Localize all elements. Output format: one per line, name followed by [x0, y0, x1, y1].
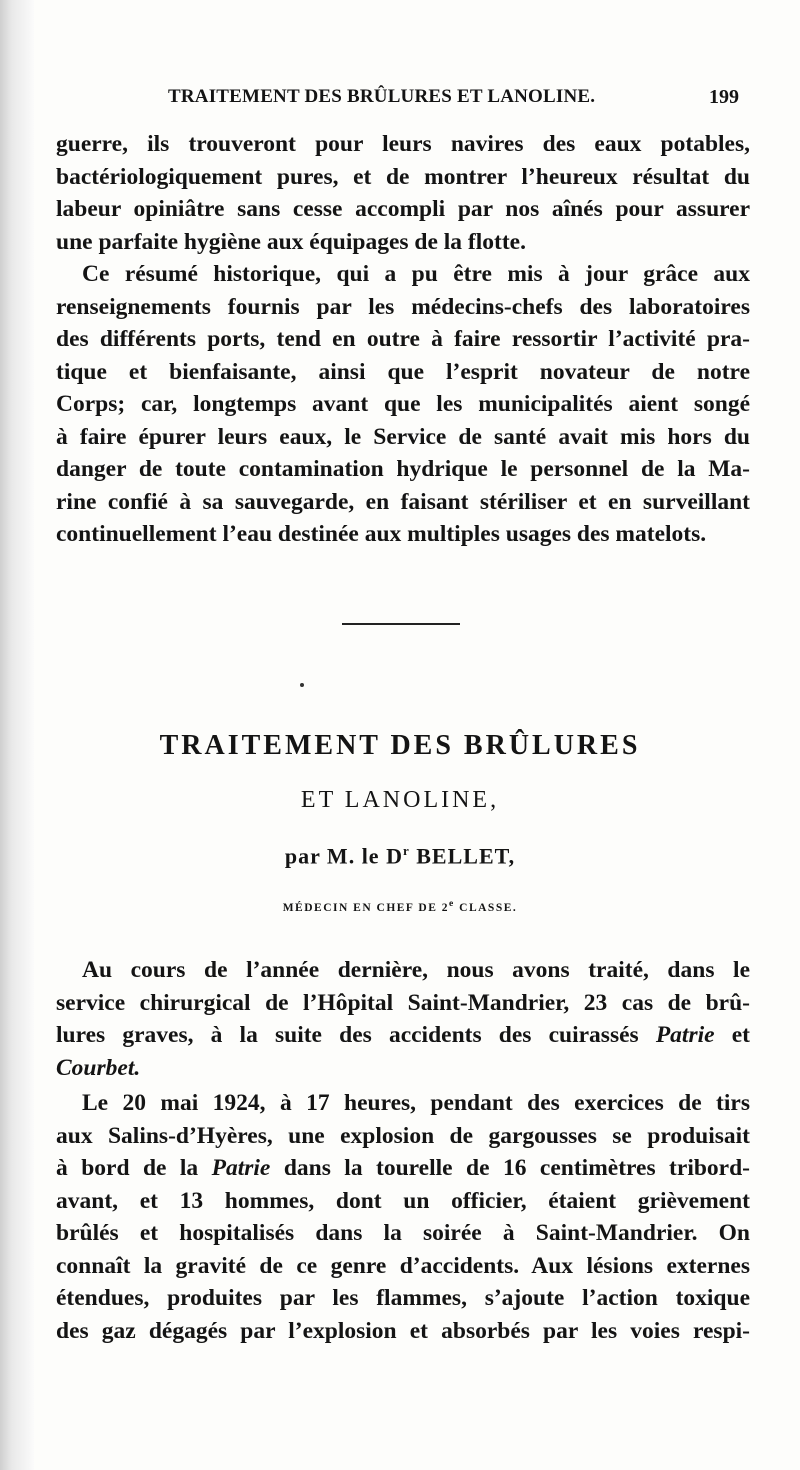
text-line: danger de toute contamination hydrique le personnel de la Ma- — [56, 456, 750, 482]
author-rank — [0, 898, 800, 914]
article-title: TRAITEMENT DES BRÛLURES — [159, 730, 641, 761]
text-line: Le 20 mai 1924, à 17 heures, pendant des exercices de tirs — [82, 1090, 750, 1116]
ship-name-patrie: Patrie — [655, 1022, 715, 1048]
author-byline — [0, 843, 800, 869]
rank-suffix: CLASSE. — [454, 901, 518, 914]
paragraph-accident — [56, 1087, 750, 1347]
text-line — [56, 1152, 750, 1185]
text-line: continuellement l’eau destinée aux multiples usages des matelots. — [56, 521, 707, 547]
text-line: à faire épurer leurs eaux, le Service de santé avait mis hors du — [56, 423, 750, 450]
paragraph-summary — [56, 258, 750, 551]
text-line — [56, 1019, 750, 1052]
text-line: Ce résumé historique, qui a pu être mis à jour grâce aux — [82, 261, 750, 287]
page-number: 199 — [709, 86, 739, 108]
section-divider-rule — [342, 623, 460, 625]
text-line: bactériologiquement pures, et de montrer l’heureux résultat du — [56, 163, 750, 190]
text-line: tique et bienfaisante, ainsi que l’esprit novateur de notre — [56, 358, 750, 385]
text-line: connaît la gravité de ce genre d’accidents. Aux lésions externes — [56, 1252, 750, 1279]
text-line — [56, 1052, 750, 1085]
text-fragment: dans la tourelle de 16 centimètres tribord- — [270, 1155, 750, 1181]
text-line: brûlés et hospitalisés dans la soirée à Saint-Mandrier. On — [56, 1220, 750, 1246]
text-line: des différents ports, tend en outre à faire ressortir l’activité pra- — [56, 326, 750, 352]
text-line: rine confié à sa sauvegarde, en faisant stériliser et en surveillant — [56, 488, 750, 515]
byline-prefix: par M. le D — [284, 843, 403, 869]
text-fragment: et — [714, 1022, 750, 1048]
text-line: avant, et 13 hommes, dont un officier, étaient grièvement — [56, 1187, 750, 1214]
byline-author-name: BELLET, — [409, 843, 516, 869]
rank-prefix: MÉDECIN EN CHEF DE 2 — [282, 901, 450, 914]
text-line: étendues, produites par les flammes, s’ajoute l’action toxique — [56, 1285, 750, 1311]
text-line: labeur opiniâtre sans cesse accompli par nos aînés pour assurer — [56, 196, 750, 222]
text-fragment: lures graves, à la suite des accidents des cuirassés — [56, 1022, 656, 1048]
text-line: guerre, ils trouveront pour leurs navires des eaux potables, — [56, 131, 750, 157]
text-line: des gaz dégagés par l’explosion et absorbés par les voies respi- — [56, 1317, 750, 1344]
text-line: renseignements fournis par les médecins-chefs des laboratoires — [56, 293, 750, 320]
text-line: une parfaite hygiène aux équipages de la flotte. — [56, 228, 526, 255]
byline-superscript: r — [402, 843, 410, 858]
print-speck — [300, 683, 304, 687]
text-line: aux Salins-d’Hyères, une explosion de gargousses se produisait — [56, 1122, 750, 1149]
text-line: Corps; car, longtemps avant que les municipalités aient songé — [56, 391, 750, 417]
ship-name-courbet: Courbet. — [56, 1054, 141, 1081]
rank-superscript: e — [449, 898, 455, 909]
text-fragment: à bord de la — [56, 1155, 212, 1181]
paragraph-intro — [56, 954, 750, 1084]
running-head: TRAITEMENT DES BRÛLURES ET LANOLINE. — [168, 86, 596, 107]
text-line: Au cours de l’année dernière, nous avons traité, dans le — [82, 957, 750, 983]
text-line: service chirurgical de l’Hôpital Saint-Mandrier, 23 cas de brû- — [56, 989, 750, 1016]
ship-name-patrie: Patrie — [211, 1155, 271, 1181]
article-subtitle: ET LANOLINE, — [300, 787, 500, 813]
paragraph-continuation — [56, 128, 750, 258]
